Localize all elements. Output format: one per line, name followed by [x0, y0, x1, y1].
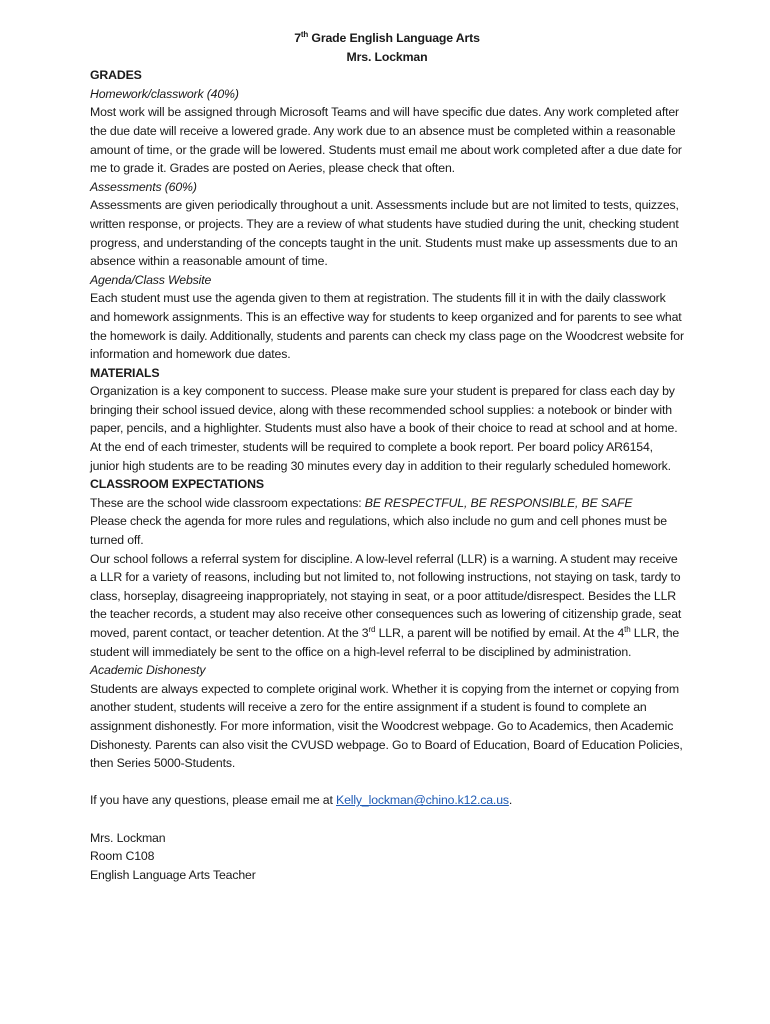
expectations-intro-text: These are the school wide classroom expectations: — [90, 495, 365, 510]
grades-heading: GRADES — [90, 68, 142, 83]
agenda-heading: Agenda/Class Website — [90, 272, 212, 287]
materials-paragraph: Organization is a key component to success. Please make sure your student is prepared for class each day by bringing their school issued device, along with these recommended school supplies: a notebook or binder with paper, pencils, and a highlighter. Students must also have a book of their choice to read at school and at home. At the end of each trimester, students will be required to complete a book report. Per board policy AR6154, junior high students are to be reading 30 minutes every day in addition to their regularly scheduled homework. — [90, 384, 678, 473]
referral-text-3: LLR, the student will immediately be sent to the office on a high-level referral to be disciplined by administration. — [90, 626, 680, 659]
contact-paragraph — [90, 791, 684, 810]
spacer — [90, 773, 684, 792]
agenda-paragraph: Each student must use the agenda given to them at registration. The students fill it in with the daily classwork and homework assignments. This is an effective way for students to keep organized and for parents to see what the homework is daily. Additionally, students and parents can check my class page on the Woodcrest website for information and homework due dates. — [90, 291, 684, 362]
signature-room: Room C108 — [90, 849, 155, 864]
teacher-name: Mrs. Lockman — [346, 49, 428, 64]
referral-sup-th: th — [624, 624, 631, 634]
materials-heading: MATERIALS — [90, 365, 160, 380]
agenda-rules-paragraph: Please check the agenda for more rules and regulations, which also include no gum and cell phones must be turned off. — [90, 514, 667, 548]
course-name: Grade English Language Arts — [308, 31, 480, 45]
assessments-heading: Assessments (60%) — [90, 179, 197, 194]
dishonesty-heading: Academic Dishonesty — [90, 663, 206, 678]
grade-number: 7 — [294, 31, 301, 45]
signature-role: English Language Arts Teacher — [90, 867, 256, 882]
signature-name: Mrs. Lockman — [90, 830, 166, 845]
course-title — [90, 29, 684, 48]
email-link[interactable]: Kelly_lockman@chino.k12.ca.us — [336, 793, 509, 808]
referral-text-2: LLR, a parent will be notified by email. At the 4 — [375, 626, 625, 640]
referral-sup-rd: rd — [368, 624, 376, 634]
assessments-paragraph: Assessments are given periodically throughout a unit. Assessments include but are not limited to tests, quizzes, written response, or projects. They are a review of what students have studied during the unit, checking student progress, and understanding of the concepts taught in the unit. Students must make up assessments due to an absence within a reasonable amount of time. — [90, 198, 679, 269]
homework-paragraph: Most work will be assigned through Microsoft Teams and will have specific due dates. Any work completed after the due date will receive a lowered grade. Any work due to an absence must be completed within a reasonable amount of time, or the grade will be lowered. Students must email me about work completed after a due date for me to grade it. Grades are posted on Aeries, please check that often. — [90, 105, 682, 176]
spacer — [90, 810, 684, 829]
homework-heading: Homework/classwork (40%) — [90, 86, 239, 101]
expectations-heading: CLASSROOM EXPECTATIONS — [90, 477, 264, 492]
contact-period: . — [508, 793, 513, 808]
expectations-motto: BE RESPECTFUL, BE RESPONSIBLE, BE SAFE — [364, 495, 633, 510]
referral-text-1: Our school follows a referral system for discipline. A low-level referral (LLR) is a warning. A student may receive a LLR for a variety of reasons, including but not limited to, not following instructions, not staying on task, tardy to class, horseplay, disagreeing inappropriately, not staying in seat, or a poor attitude/disrespect. Besides the LLR the teacher records, a student may also receive other consequences such as lowering of citizenship grade, seat moved, parent contact, or teacher detention. At the 3 — [90, 551, 682, 640]
expectations-intro — [90, 494, 684, 513]
document-page — [90, 29, 684, 884]
referral-paragraph — [90, 550, 684, 662]
contact-text: If you have any questions, please email me at — [90, 793, 337, 808]
dishonesty-paragraph: Students are always expected to complete original work. Whether it is copying from the internet or copying from another student, students will receive a zero for the entire assignment if a student is found to complete an assignment dishonestly. For more information, visit the Woodcrest webpage. Go to Academics, then Academic Dishonesty. Parents can also visit the CVUSD webpage. Go to Board of Education, Board of Education Policies, then Series 5000-Students. — [90, 681, 683, 771]
grade-suffix: th — [300, 29, 309, 39]
